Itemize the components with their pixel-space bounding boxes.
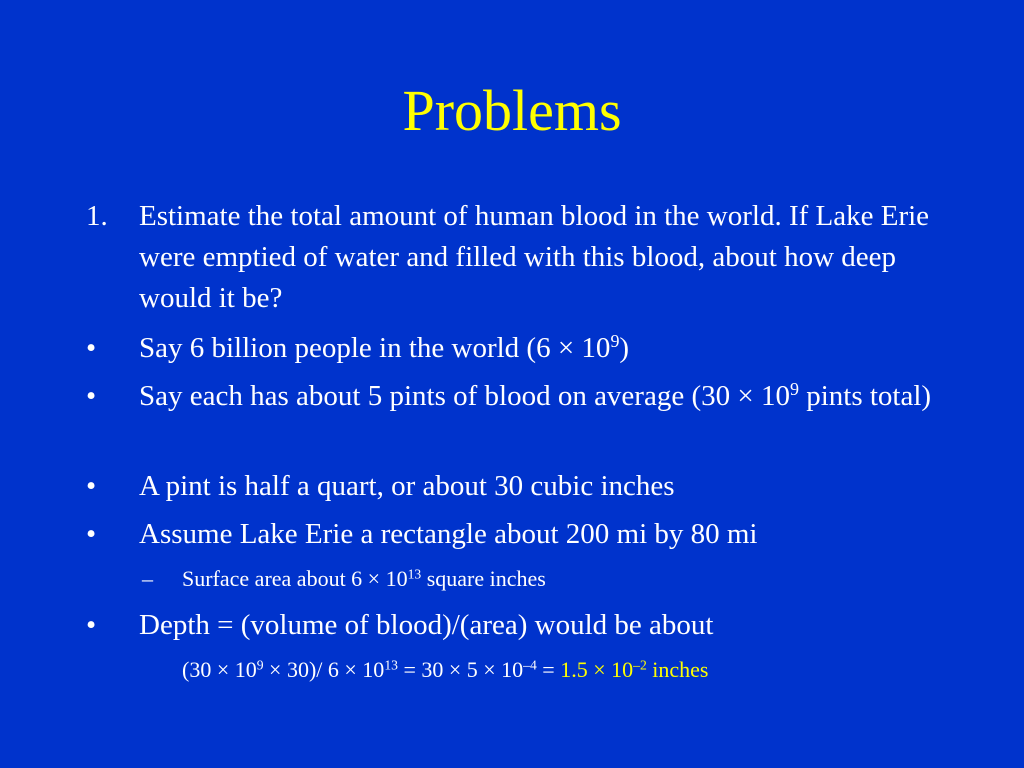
bullet-marker: • (86, 332, 97, 364)
bullet-marker: • (86, 380, 97, 412)
bullet-text: Say each has about 5 pints of blood on average ($30 \times 10^9$ pints total) (139, 379, 932, 412)
exponent: 13 (384, 657, 398, 673)
exponent: 9 (789, 379, 799, 400)
bullet-marker: • (86, 609, 97, 641)
problem-text: Estimate the total amount of human blood in the world. If Lake Erie were emptied of water and filled with this blood, about how deep would it be? (139, 200, 930, 314)
exponent: 9 (256, 657, 264, 673)
exponent: 13 (407, 566, 422, 582)
slide-title: Problems (402, 78, 622, 143)
bullet-text: A pint is half a quart, or about 30 cubic inches (139, 470, 675, 502)
exponent: –4 (523, 657, 537, 673)
exponent: –2 (633, 657, 647, 673)
bullet-marker: • (86, 518, 97, 550)
formula-result: $1.5 \times 10^{-2}$ inches (560, 657, 709, 682)
formula-line: $(30 \times 10^9 \times 30)/$ $6 \times 10^{13} = 30 \times 5 \times 10^{-4} = 1.5 \times 10^{-2}$ inches (182, 657, 709, 682)
bullet-text: Depth = (volume of blood)/(area) would be about (139, 609, 714, 641)
bullet-marker: • (86, 470, 97, 502)
dash-marker: – (142, 566, 153, 591)
sub-bullet-text: Surface area about $6 \times 10^{13}$ square inches (182, 566, 546, 591)
bullet-text: Say 6 billion people in the world $(6 \times 10^9)$ (139, 331, 630, 364)
exponent: 9 (610, 331, 620, 352)
bullet-text: Assume Lake Erie a rectangle about 200 mi by 80 mi (139, 518, 758, 550)
problem-number: 1. (86, 200, 108, 232)
